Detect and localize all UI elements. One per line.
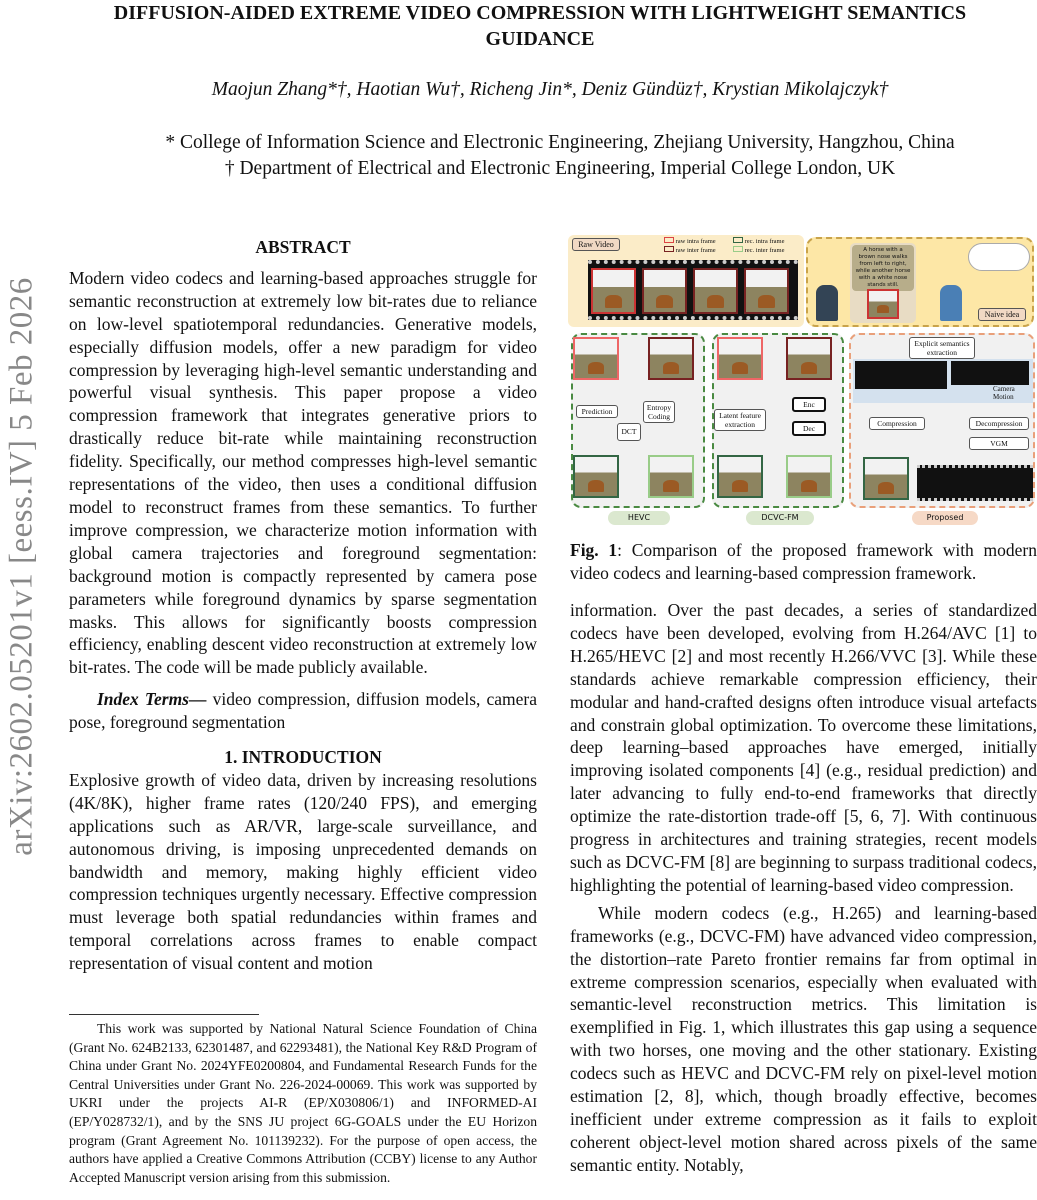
legend-rec <box>733 237 785 255</box>
hevc-label: HEVC <box>608 511 670 525</box>
right-paragraph-1: information. Over the past decades, a series of standardized codecs have been developed, evolving from H.264/AVC [1] to H.265/HEVC [2] and most recently H.266/VVC [3]. While these standards achieve remarkable compression efficiency, their modular and hand-crafted designs often introduce visual artefacts and constrain global optimization. To overcome these limitations, deep learning–based approaches have emerged, initially improving isolated components [4] (e.g., residual prediction) and later advancing to fully end-to-end frameworks that directly optimize the rate-distortion trade-off [5, 6, 7]. With continuous progress in architectures and training strategies, recent models such as DCVC-FM [8] are beginning to surpass traditional codecs, highlighting the potential of learning-based video compression. <box>570 600 1037 895</box>
prompt-box <box>850 243 916 323</box>
dec-box: Dec <box>792 421 826 436</box>
hevc-panel <box>571 333 705 508</box>
entropy-coding-box: Entropy Coding <box>643 401 675 423</box>
footnote-rule <box>69 1014 259 1015</box>
affiliation-2: † Department of Electrical and Electronic Engineering, Imperial College London, UK <box>224 158 896 179</box>
caption-text: : Comparison of the proposed framework with modern video codecs and learning-based compression framework. <box>570 540 1037 583</box>
raw-video-label: Raw Video <box>572 238 620 251</box>
left-column <box>69 236 537 975</box>
intro-text: Explosive growth of video data, driven by increasing resolutions (4K/8K), higher frame rates (120/240 FPS), and emerging applications such as AR/VR, large-scale surveillance, and autonomous driving, is imposing unprecedented demands on bandwidth and memory, making highly efficient video compression techniques urgently necessary. Effective compression must leverage both spatial redundancies within frames and temporal correlations across frames to enable compact representation of visual content and motion <box>69 769 537 974</box>
arxiv-identifier: arXiv:2602.05201v1 [eess.IV] 5 Feb 2026 <box>3 277 40 856</box>
thought-cloud <box>968 243 1030 271</box>
figure-caption <box>570 539 1037 585</box>
legend-item: rec. inter frame <box>733 246 785 255</box>
dct-box: DCT <box>617 423 641 441</box>
legend-item: raw intra frame <box>664 237 716 246</box>
proposed-label: Proposed <box>912 511 978 525</box>
person-idea-icon <box>940 285 962 321</box>
explicit-semantics-box: Explicit semantics extraction <box>909 337 975 359</box>
right-paragraph-2: While modern codecs (e.g., H.265) and learning-based frameworks (e.g., DCVC-FM) have advanced video compression, the distortion–rate Pareto frontier remains far from optimal in extreme compression scenarios, especially when evaluated with semantic-level reconstruction metrics. This limitation is exemplified in Fig. 1, which illustrates this gap using a sequence with two horses, one moving and the other stationary. Existing codecs such as HEVC and DCVC-FM rely on pixel-level motion estimation [2, 8], which, though broadly effective, becomes inefficient under extreme compression as it fails to exploit coherent object-level motion shared across pixels of the same semantic entity. Notably, <box>570 902 1037 1175</box>
index-terms <box>69 688 537 734</box>
footnote-text: This work was supported by National Natural Science Foundation of China (Grant No. 624B2133, 62301487, and 62293481), the National Key R&D Program of China under Grant No. 2024YFE0200804, and Fundamental Research Funds for the Central Universities under Grant No. 226-2024-00069. This work was supported by UKRI under the projects AI-R (EP/X030806/1) and INFORMED-AI (EP/Y028732/1), and by the SNS JU project 6G-GOALS under the EU Horizon program (Grant Agreement No. 101139232). For the purpose of open access, the authors have applied a Creative Commons Attribution (CCBY) license to any Author Accepted Manuscript version arising from this submission. <box>69 1021 537 1185</box>
legend-item: raw inter frame <box>664 246 716 255</box>
proposed-panel <box>849 333 1035 508</box>
segmentation-strip <box>855 361 947 389</box>
legend-item: rec. intra frame <box>733 237 785 246</box>
output-film-strip <box>917 465 1033 501</box>
paper-title: DIFFUSION-AIDED EXTREME VIDEO COMPRESSION WITH LIGHTWEIGHT SEMANTICS GUIDANCE <box>113 2 967 50</box>
camera-motion-label: Camera Motion <box>993 385 1015 401</box>
latent-feature-box: Latent feature extraction <box>714 409 766 431</box>
legend-raw <box>664 237 716 255</box>
authors: Maojun Zhang*†, Haotian Wu†, Richeng Jin*, Deniz Gündüz†, Krystian Mikolajczyk† <box>211 79 889 100</box>
semantics-area <box>853 359 1033 403</box>
dcvc-panel <box>712 333 844 508</box>
film-strip <box>588 260 798 320</box>
right-column <box>570 599 1037 1177</box>
naive-idea-label: Naive idea <box>978 308 1026 321</box>
vgm-box: VGM <box>969 437 1029 450</box>
intro-heading: 1. INTRODUCTION <box>224 747 382 768</box>
enc-box: Enc <box>792 397 826 412</box>
person-icon <box>816 285 838 321</box>
abstract-heading: ABSTRACT <box>255 237 351 257</box>
prediction-box: Prediction <box>576 405 618 418</box>
figure-1 <box>568 235 1036 530</box>
abstract-text: Modern video codecs and learning-based approaches struggle for semantic reconstruction at extremely low bit-rates due to reliance on low-level spatiotemporal redundancies. Generative models, especially diffusion models, offer a new paradigm for video compression by leveraging high-level semantic understanding and powerful visual synthesis. This paper propose a video compression framework that integrates generative priors to drastically reduce bit-rate while maintaining reconstruction fidelity. Specifically, our method compresses high-level semantic representations of the video, then uses a conditional diffusion model to reconstruct frames from these semantics. To further improve compression, we characterize motion information with global camera trajectories and foreground segmentation: background motion is compactly represented by camera pose parameters while foreground dynamics by sparse segmentation masks. This allows for significantly boosts compression efficiency, enabling descent video reconstruction at extremely low bit-rates. The code will be made publicly available. <box>69 267 537 678</box>
decompression-box: Decompression <box>969 417 1029 430</box>
affiliation-1: * College of Information Science and Electronic Engineering, Zhejiang University, Hangzhou, China <box>165 132 955 153</box>
mask-strip <box>951 361 1029 385</box>
caption-label: Fig. 1 <box>570 540 618 560</box>
compression-box: Compression <box>869 417 925 430</box>
footnote <box>69 1020 537 1187</box>
dcvc-label: DCVC-FM <box>746 511 814 525</box>
index-terms-label: Index Terms— <box>97 689 207 710</box>
prompt-text: A horse with a brown nose walks from left to right, while another horse with a white nose stands still. <box>852 245 914 291</box>
index-terms-text: video compression, diffusion models, camera pose, foreground segmentation <box>69 689 537 733</box>
